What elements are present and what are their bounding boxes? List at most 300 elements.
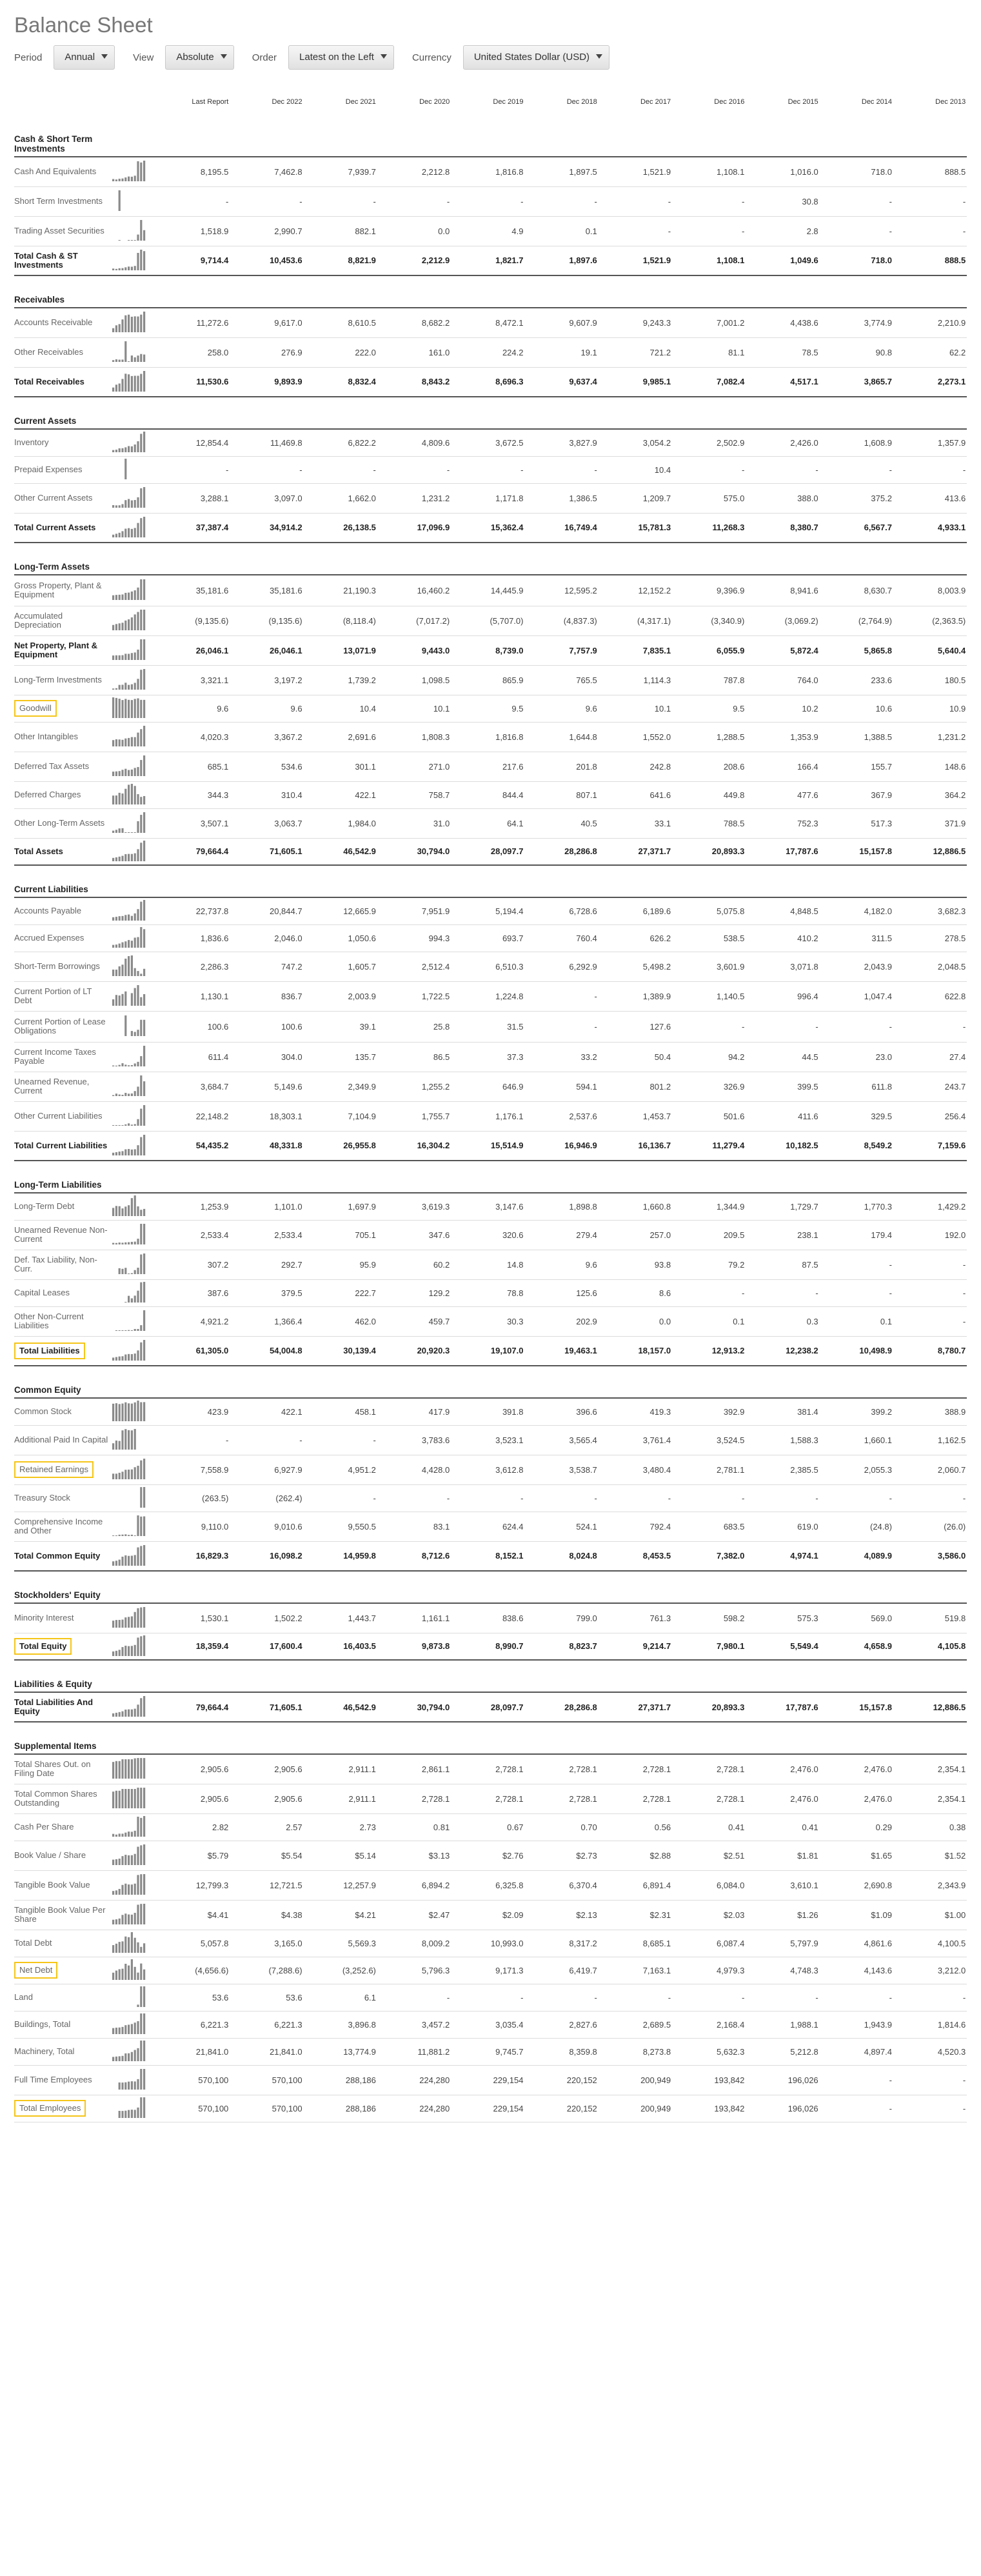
- trend-cell: [111, 1841, 156, 1870]
- trend-cell: [111, 665, 156, 695]
- row-other-current-liabilities: [14, 1101, 967, 1131]
- sparkline-bar: [143, 1135, 145, 1155]
- trend-sparkline: [111, 515, 147, 540]
- value-cell: -: [893, 186, 967, 216]
- sparkline-bar: [140, 760, 142, 776]
- sparkline-bar: [137, 1401, 139, 1421]
- value-cell: 18,157.0: [599, 1336, 672, 1366]
- row-label-cell: [14, 2038, 111, 2065]
- value-cell: 9,637.4: [524, 367, 598, 397]
- value-cell: 8,630.7: [820, 575, 893, 606]
- sparkline-bar: [134, 2022, 136, 2034]
- sparkline-bar: [140, 1255, 142, 1274]
- value-cell: 413.6: [893, 483, 967, 513]
- value-cell: 222.0: [304, 337, 377, 367]
- sparkline-bar: [128, 1354, 130, 1361]
- value-cell: 371.9: [893, 808, 967, 838]
- period-label: Period: [14, 52, 43, 63]
- sparkline-bar: [128, 1855, 130, 1865]
- value-cell: 10.1: [377, 695, 451, 722]
- value-cell: 1,047.4: [820, 981, 893, 1011]
- sparkline-bar: [131, 1535, 133, 1536]
- value-cell: (4,317.1): [599, 606, 672, 635]
- sparkline-bar: [140, 1608, 142, 1628]
- row-label: Long-Term Investments: [14, 675, 102, 684]
- value-cell: 155.7: [820, 752, 893, 781]
- sparkline-bar: [143, 700, 145, 718]
- sparkline-bar: [119, 771, 121, 776]
- value-cell: (4,837.3): [524, 606, 598, 635]
- row-label-cell: [14, 2065, 111, 2095]
- sparkline-bar: [140, 1845, 142, 1865]
- trend-cell: [111, 1220, 156, 1250]
- value-cell: 242.8: [599, 752, 672, 781]
- value-cell: -: [746, 1279, 819, 1306]
- sparkline-bar: [140, 1283, 142, 1303]
- row-total-shares-out-on-filing-date: [14, 1754, 967, 1784]
- value-cell: 12,854.4: [156, 429, 230, 456]
- trend-cell: [111, 186, 156, 216]
- value-cell: 9.5: [672, 695, 746, 722]
- value-cell: 5,057.8: [156, 1930, 230, 1957]
- sparkline-bar: [112, 450, 114, 452]
- row-long-term-debt: [14, 1193, 967, 1220]
- row-label-cell: [14, 781, 111, 808]
- sparkline-bar: [137, 375, 139, 392]
- sparkline-bar: [124, 1555, 126, 1566]
- value-cell: -: [672, 1484, 746, 1512]
- row-label-cell: [14, 752, 111, 781]
- sparkline-bar: [134, 1645, 136, 1656]
- sparkline-bar: [121, 504, 123, 508]
- value-cell: 8,843.2: [377, 367, 451, 397]
- section-title: Current Assets: [14, 416, 111, 429]
- value-cell: 422.1: [304, 781, 377, 808]
- value-cell: 12,257.9: [304, 1870, 377, 1900]
- sparkline-bar: [115, 1152, 117, 1155]
- value-cell: $2.47: [377, 1900, 451, 1930]
- value-cell: 1,344.9: [672, 1193, 746, 1220]
- sparkline-bar: [115, 359, 117, 362]
- value-cell: 399.2: [820, 1398, 893, 1425]
- sparkline-bar: [121, 740, 123, 746]
- sparkline-bar: [121, 1941, 123, 1953]
- sparkline-bar: [131, 501, 133, 508]
- sparkline-bar: [140, 1546, 142, 1566]
- value-cell: 4.9: [451, 216, 524, 246]
- sparkline-bar: [115, 1403, 117, 1421]
- sparkline-bar: [137, 497, 139, 508]
- section-title: Liabilities & Equity: [14, 1679, 111, 1692]
- view-select[interactable]: [165, 45, 233, 70]
- row-label-cell: [14, 838, 111, 865]
- sparkline-bar: [143, 841, 145, 861]
- sparkline-bar: [119, 1761, 121, 1779]
- sparkline-bar: [121, 359, 123, 362]
- sparkline-bar: [131, 1710, 133, 1717]
- trend-sparkline: [111, 219, 147, 243]
- sparkline-bar: [128, 528, 130, 537]
- value-cell: 93.8: [599, 1250, 672, 1279]
- sparkline-bar: [112, 1945, 114, 1953]
- sparkline-bar: [140, 1517, 142, 1536]
- sparkline-bar: [143, 230, 145, 241]
- filter-bar: [14, 43, 967, 72]
- sparkline-bar: [128, 832, 130, 833]
- value-cell: -: [599, 186, 672, 216]
- row-total-cash-st-investments: [14, 246, 967, 275]
- row-label-cell: [14, 1279, 111, 1306]
- row-label: Net Property, Plant & Equipment: [14, 641, 98, 659]
- sparkline-bar: [131, 941, 133, 948]
- sparkline-bar: [121, 1404, 123, 1421]
- sparkline-bar: [115, 795, 117, 804]
- value-cell: 4,438.6: [746, 308, 819, 337]
- sparkline-bar: [112, 858, 114, 861]
- value-cell: $4.38: [230, 1900, 303, 1930]
- value-cell: 4,979.3: [672, 1957, 746, 1984]
- sparkline-bar: [115, 534, 117, 537]
- row-label-cell: [14, 1220, 111, 1250]
- sparkline-bar: [115, 1473, 117, 1479]
- value-cell: 60.2: [377, 1250, 451, 1279]
- sparkline-bar: [143, 1635, 145, 1656]
- value-cell: 8,610.5: [304, 308, 377, 337]
- sparkline-bar: [131, 617, 133, 630]
- value-cell: -: [746, 1984, 819, 2011]
- order-select-value: Latest on the Left: [299, 52, 374, 63]
- sparkline-bar: [112, 1473, 114, 1479]
- sparkline-bar: [115, 970, 117, 976]
- value-cell: 9,010.6: [230, 1512, 303, 1541]
- value-cell: 278.5: [893, 924, 967, 952]
- value-cell: -: [820, 1011, 893, 1042]
- value-cell: 10.2: [746, 695, 819, 722]
- value-cell: 192.0: [893, 1220, 967, 1250]
- sparkline-bar: [131, 2052, 133, 2061]
- value-cell: 3,565.4: [524, 1425, 598, 1455]
- row-capital-leases: [14, 1279, 967, 1306]
- sparkline-bar: [134, 1149, 136, 1155]
- value-cell: 844.4: [451, 781, 524, 808]
- sparkline-bar: [112, 1652, 114, 1656]
- value-cell: 12,595.2: [524, 575, 598, 606]
- sparkline-bar: [137, 1062, 139, 1066]
- row-label: Total Assets: [14, 846, 63, 856]
- row-label: Book Value / Share: [14, 1850, 86, 1860]
- row-label-cell: [14, 1425, 111, 1455]
- sparkline-bar: [112, 1404, 114, 1421]
- value-cell: 95.9: [304, 1250, 377, 1279]
- sparkline-bar: [128, 1710, 130, 1717]
- value-cell: 3,761.4: [599, 1425, 672, 1455]
- sparkline-bar: [128, 1123, 130, 1126]
- value-cell: -: [156, 1425, 230, 1455]
- value-cell: 21,841.0: [156, 2038, 230, 2065]
- sparkline-bar: [121, 1269, 123, 1274]
- value-cell: 0.0: [377, 216, 451, 246]
- sparkline-bar: [124, 1093, 126, 1096]
- value-cell: 758.7: [377, 781, 451, 808]
- sparkline-bar: [131, 1789, 133, 1808]
- value-cell: $2.13: [524, 1900, 598, 1930]
- row-label: Other Intangibles: [14, 732, 79, 741]
- sparkline-bar: [121, 1759, 123, 1779]
- sparkline-bar: [115, 450, 117, 452]
- sparkline-bar: [121, 1833, 123, 1837]
- sparkline-bar: [137, 1608, 139, 1628]
- sparkline-bar: [140, 2097, 142, 2118]
- sparkline-bar: [134, 853, 136, 861]
- sparkline-bar: [134, 500, 136, 508]
- row-label: Deferred Tax Assets: [14, 761, 90, 771]
- value-cell: 5,872.4: [746, 635, 819, 665]
- sparkline-bar: [119, 966, 121, 976]
- value-cell: 1,502.2: [230, 1603, 303, 1633]
- value-cell: 209.5: [672, 1220, 746, 1250]
- value-cell: 2,689.5: [599, 2011, 672, 2038]
- sparkline-bar: [128, 700, 130, 718]
- row-total-receivables: [14, 367, 967, 397]
- value-cell: 2,728.1: [451, 1784, 524, 1813]
- value-cell: 721.2: [599, 337, 672, 367]
- currency-select[interactable]: [463, 45, 609, 70]
- value-cell: 166.4: [746, 752, 819, 781]
- value-cell: 5,865.8: [820, 635, 893, 665]
- sparkline-bar: [121, 794, 123, 804]
- sparkline-bar: [140, 374, 142, 391]
- value-cell: 611.4: [156, 1042, 230, 1072]
- section-spacer: [14, 397, 967, 416]
- row-label-cell: [14, 2011, 111, 2038]
- sparkline-bar: [137, 985, 139, 1006]
- value-cell: 2,343.9: [893, 1870, 967, 1900]
- value-cell: -: [156, 456, 230, 483]
- sparkline-bar: [112, 945, 114, 948]
- value-cell: 396.6: [524, 1398, 598, 1425]
- value-cell: (2,764.9): [820, 606, 893, 635]
- value-cell: -: [820, 1484, 893, 1512]
- trend-sparkline: [111, 638, 147, 663]
- sparkline-bar: [128, 1149, 130, 1155]
- order-select[interactable]: [288, 45, 394, 70]
- sparkline-bar: [121, 1356, 123, 1361]
- value-cell: 5,549.4: [746, 1633, 819, 1660]
- sparkline-bar: [124, 699, 126, 718]
- value-cell: -: [451, 1484, 524, 1512]
- value-cell: 17,787.6: [746, 1692, 819, 1722]
- sparkline-bar: [140, 1947, 142, 1953]
- value-cell: 26,138.5: [304, 513, 377, 543]
- value-cell: 3,523.1: [451, 1425, 524, 1455]
- sparkline-bar: [140, 729, 142, 746]
- sparkline-bar: [121, 1712, 123, 1717]
- sparkline-bar: [128, 2053, 130, 2061]
- value-cell: -: [304, 1484, 377, 1512]
- value-cell: 16,460.2: [377, 575, 451, 606]
- value-cell: 4,089.9: [820, 1541, 893, 1571]
- value-cell: 4,020.3: [156, 722, 230, 752]
- sparkline-bar: [112, 1891, 114, 1895]
- value-cell: 6.1: [304, 1984, 377, 2011]
- sparkline-bar: [124, 1710, 126, 1717]
- value-cell: 7,104.9: [304, 1101, 377, 1131]
- value-cell: 16,304.2: [377, 1131, 451, 1161]
- value-cell: 7,159.6: [893, 1131, 967, 1161]
- sparkline-bar: [112, 360, 114, 362]
- row-other-receivables: [14, 337, 967, 367]
- value-cell: 18,359.4: [156, 1633, 230, 1660]
- trend-sparkline: [111, 1252, 147, 1277]
- value-cell: 1,389.9: [599, 981, 672, 1011]
- value-cell: -: [230, 1425, 303, 1455]
- row-label-cell: [14, 1512, 111, 1541]
- value-cell: 7,082.4: [672, 367, 746, 397]
- value-cell: 6,221.3: [156, 2011, 230, 2038]
- value-cell: 6,055.9: [672, 635, 746, 665]
- value-cell: 9,985.1: [599, 367, 672, 397]
- sparkline-bar: [119, 1243, 121, 1244]
- value-cell: 7,558.9: [156, 1455, 230, 1484]
- trend-sparkline: [111, 430, 147, 455]
- sparkline-bar: [134, 1967, 136, 1980]
- sparkline-bar: [124, 915, 126, 921]
- sparkline-bar: [124, 1064, 126, 1066]
- value-cell: 2,168.4: [672, 2011, 746, 2038]
- value-cell: 5,212.8: [746, 2038, 819, 2065]
- value-cell: 2,212.8: [377, 157, 451, 186]
- trend-sparkline: [111, 1223, 147, 1247]
- row-label-cell: [14, 1455, 111, 1484]
- row-label-cell: [14, 1900, 111, 1930]
- trend-cell: [111, 1484, 156, 1512]
- row-label-cell: [14, 665, 111, 695]
- value-cell: 1,231.2: [893, 722, 967, 752]
- value-cell: 28,097.7: [451, 1692, 524, 1722]
- value-cell: $1.26: [746, 1900, 819, 1930]
- sparkline-bar: [119, 1441, 121, 1450]
- sparkline-bar: [124, 1855, 126, 1865]
- value-cell: 6,370.4: [524, 1870, 598, 1900]
- value-cell: 258.0: [156, 337, 230, 367]
- sparkline-bar: [131, 266, 133, 270]
- sparkline-bar: [124, 177, 126, 181]
- sparkline-bar: [134, 1242, 136, 1244]
- row-label-cell: [14, 924, 111, 952]
- value-cell: 6,221.3: [230, 2011, 303, 2038]
- sparkline-bar: [137, 650, 139, 660]
- trend-cell: [111, 1336, 156, 1366]
- value-cell: 3,672.5: [451, 429, 524, 456]
- value-cell: $2.09: [451, 1900, 524, 1930]
- value-cell: -: [820, 456, 893, 483]
- value-cell: 5,796.3: [377, 1957, 451, 1984]
- trend-cell: [111, 606, 156, 635]
- value-cell: 624.4: [451, 1512, 524, 1541]
- sparkline-bar: [119, 944, 121, 948]
- sparkline-bar: [121, 1063, 123, 1066]
- row-deferred-tax-assets: [14, 752, 967, 781]
- sparkline-bar: [137, 2021, 139, 2034]
- sparkline-bar: [121, 1647, 123, 1656]
- sparkline-bar: [128, 956, 130, 976]
- currency-select-value: United States Dollar (USD): [473, 52, 590, 63]
- sparkline-bar: [119, 360, 121, 362]
- value-cell: 2,905.6: [230, 1784, 303, 1813]
- sparkline-bar: [143, 1986, 145, 2007]
- value-cell: 9,396.9: [672, 575, 746, 606]
- sparkline-bar: [128, 374, 130, 392]
- value-cell: -: [599, 1984, 672, 2011]
- value-cell: 179.4: [820, 1220, 893, 1250]
- sparkline-bar: [121, 943, 123, 948]
- sparkline-bar: [143, 2013, 145, 2034]
- value-cell: (8,118.4): [304, 606, 377, 635]
- value-cell: 7,835.1: [599, 635, 672, 665]
- sparkline-bar: [128, 1937, 130, 1953]
- sparkline-bar: [143, 1487, 145, 1508]
- value-cell: 570,100: [156, 2065, 230, 2095]
- column-header: Dec 2017: [640, 98, 671, 106]
- value-cell: 4,951.2: [304, 1455, 377, 1484]
- value-cell: 18,303.1: [230, 1101, 303, 1131]
- sparkline-bar: [128, 784, 130, 804]
- sparkline-bar: [143, 669, 145, 690]
- sparkline-bar: [131, 177, 133, 181]
- value-cell: 462.0: [304, 1306, 377, 1336]
- trend-sparkline: [111, 1457, 147, 1482]
- period-select[interactable]: [54, 45, 115, 70]
- sparkline-bar: [124, 1429, 126, 1450]
- sparkline-bar: [131, 529, 133, 537]
- trend-sparkline: [111, 248, 147, 273]
- row-label: Accrued Expenses: [14, 933, 84, 943]
- value-cell: 5,075.8: [672, 897, 746, 924]
- sparkline-bar: [134, 266, 136, 270]
- trend-cell: [111, 513, 156, 543]
- value-cell: 801.2: [599, 1072, 672, 1101]
- value-cell: 1,162.5: [893, 1425, 967, 1455]
- row-label-cell: [14, 2095, 111, 2122]
- sparkline-bar: [131, 376, 133, 392]
- value-cell: 37,387.4: [156, 513, 230, 543]
- row-label: Accumulated Depreciation: [14, 611, 63, 630]
- trend-cell: [111, 924, 156, 952]
- value-cell: $2.88: [599, 1841, 672, 1870]
- sparkline-bar: [143, 1545, 145, 1566]
- value-cell: 2,728.1: [524, 1754, 598, 1784]
- value-cell: 6,822.2: [304, 429, 377, 456]
- section-spacer: [14, 1722, 967, 1741]
- sparkline-bar: [121, 2056, 123, 2061]
- value-cell: 764.0: [746, 665, 819, 695]
- sparkline-bar: [112, 1243, 114, 1244]
- sparkline-bar: [124, 2082, 126, 2090]
- row-label-cell: [14, 1398, 111, 1425]
- value-cell: 1,898.8: [524, 1193, 598, 1220]
- trend-cell: [111, 952, 156, 981]
- value-cell: 2,048.5: [893, 952, 967, 981]
- sparkline-bar: [119, 995, 121, 1006]
- row-label-cell: [14, 1042, 111, 1072]
- sparkline-bar: [140, 1904, 142, 1924]
- value-cell: -: [524, 981, 598, 1011]
- sparkline-bar: [131, 854, 133, 861]
- sparkline-bar: [137, 849, 139, 861]
- sparkline-bar: [112, 505, 114, 508]
- sparkline-bar: [112, 328, 114, 332]
- value-cell: 4,921.2: [156, 1306, 230, 1336]
